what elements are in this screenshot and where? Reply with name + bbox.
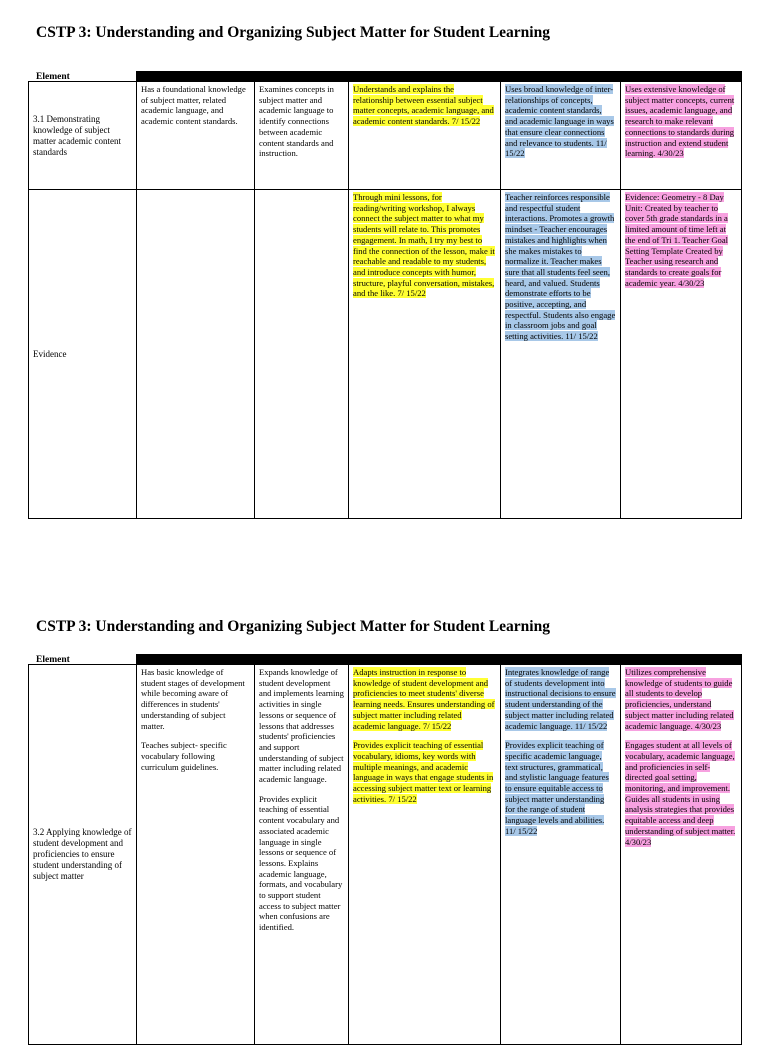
level-2-paragraph-2: Provides explicit teaching of essential content vocabulary and associated academic language in single lessons or sequence of lessons. Explains academic language, formats, and vocabulary to support student access to subject matter when confusions are identified. — [259, 793, 343, 933]
level-3-text: Understands and explains the relationship between essential subject matter concepts, academic language, and academic content standards. 7/ 15/22 — [353, 84, 494, 127]
level-2-cell — [255, 665, 349, 1045]
evidence-label: Evidence — [29, 190, 137, 519]
header-black-bar — [137, 72, 742, 82]
level-5-paragraph-2: Engages student at all levels of vocabulary, academic language, and proficiencies in self-directed goal setting, monitoring, and improvement. Guides all students in using analysis strategies that provides equitable access and deep understanding of subject matter. 4/30/23 — [625, 740, 736, 847]
level-4-text: Uses broad knowledge of inter-relationships of concepts, academic content standards, and academic language in ways that ensure clear connections and relevance to students. 11/ 15/22 — [505, 84, 614, 159]
evidence-level-5-cell — [621, 190, 742, 519]
page-title: CSTP 3: Understanding and Organizing Subject Matter for Student Learning — [36, 24, 550, 41]
level-4-paragraph-1: Integrates knowledge of range of students development into instructional decisions to ensure student understanding of the subject matter including related academic language. 11/ 15/22 — [505, 667, 616, 731]
level-4-paragraph-2: Provides explicit teaching of specific academic language, text structures, grammatical, and stylistic language features to ensure equitable access to subject matter understanding for the range of student language levels and abilities. 11/ 15/22 — [505, 740, 609, 836]
element-3-1-label: 3.1 Demonstrating knowledge of subject matter academic content standards — [29, 82, 137, 190]
evidence-level-3-text: Through mini lessons, for reading/writing workshop, I always connect the subject matter to what my students will relate to. This promotes engagement. In math, I try my best to find the connection of the lesson, make it reachable and readable to my students, and introduce concepts with humor, structure, playful conversation, mistakes, and the like. 7/ 15/22 — [353, 192, 495, 299]
evidence-level-2-cell — [255, 190, 349, 519]
level-4-cell — [501, 82, 621, 190]
evidence-level-1-cell — [137, 190, 255, 519]
level-1-paragraph-1: Has basic knowledge of student stages of development while becoming aware of differences in students' understanding of subject matter. — [141, 667, 245, 731]
level-1-paragraph-2: Teaches subject- specific vocabulary following curriculum guidelines. — [141, 740, 227, 772]
header-black-bar — [137, 655, 742, 665]
level-3-paragraph-1: Adapts instruction in response to knowledge of student development and proficiencies to meet students' diverse learning needs. Ensures understanding of subject matter including related academic language. 7/ 15/22 — [353, 667, 495, 731]
element-3-2-label: 3.2 Applying knowledge of student development and proficiencies to ensure student understanding of subject matter — [29, 665, 137, 1045]
level-3-cell — [349, 665, 501, 1045]
level-5-cell — [621, 82, 742, 190]
rubric-table-3-2 — [28, 654, 742, 1045]
level-2-cell — [255, 82, 349, 190]
level-5-text: Uses extensive knowledge of subject matter concepts, current issues, academic language, and research to make relevant connections to standards during instruction and extend student learning. 4/30/23 — [625, 84, 735, 159]
level-2-text: Examines concepts in subject matter and academic language to identify connections between academic content standards and instruction. — [259, 84, 334, 159]
evidence-level-4-cell — [501, 190, 621, 519]
level-3-paragraph-2: Provides explicit teaching of essential vocabulary, idioms, key words with multiple meanings, and academic language in ways that engage students in accessing subject matter text or learning activities. 7/ 15/22 — [353, 740, 494, 804]
evidence-level-3-cell — [349, 190, 501, 519]
level-5-cell — [621, 665, 742, 1045]
level-3-cell — [349, 82, 501, 190]
evidence-level-4-text: Teacher reinforces responsible and respectful student interactions. Promotes a growth mindset - Teacher encourages mistakes and highlights when she makes mistakes to normalize it. Teacher makes sure that all students feel seen, heard, and valued. Students demonstrate efforts to be positive, accepting, and respectful. Students also engage in classroom jobs and goal setting activities. 11/ 15/22 — [505, 192, 616, 342]
level-1-cell — [137, 665, 255, 1045]
page-title-2: CSTP 3: Understanding and Organizing Subject Matter for Student Learning — [36, 618, 550, 635]
level-2-paragraph-1: Expands knowledge of student development and implements learning activities in single lessons or sequence of lessons that addresses students' proficiencies and support understanding of subject matter including related academic language. — [259, 667, 344, 785]
element-header-label: Element — [36, 72, 70, 82]
level-1-text: Has a foundational knowledge of subject matter, related academic language, and academic content standards. — [141, 84, 246, 127]
evidence-level-5-text: Evidence: Geometry - 8 Day Unit: Created by teacher to cover 5th grade standards in a limited amount of time left at the end of Tri 1. Teacher Goal Setting Template Created by Teacher using research and standards to create goals for academic year. 4/30/23 — [625, 192, 729, 288]
header-blank-cell — [29, 72, 137, 82]
level-4-cell — [501, 665, 621, 1045]
rubric-table-3-1 — [28, 71, 742, 519]
header-blank-cell — [29, 655, 137, 665]
level-5-paragraph-1: Utilizes comprehensive knowledge of students to guide all students to develop proficiencies, understand subject matter including related academic language. 4/30/23 — [625, 667, 734, 731]
element-header-label-2: Element — [36, 655, 70, 665]
level-1-cell — [137, 82, 255, 190]
